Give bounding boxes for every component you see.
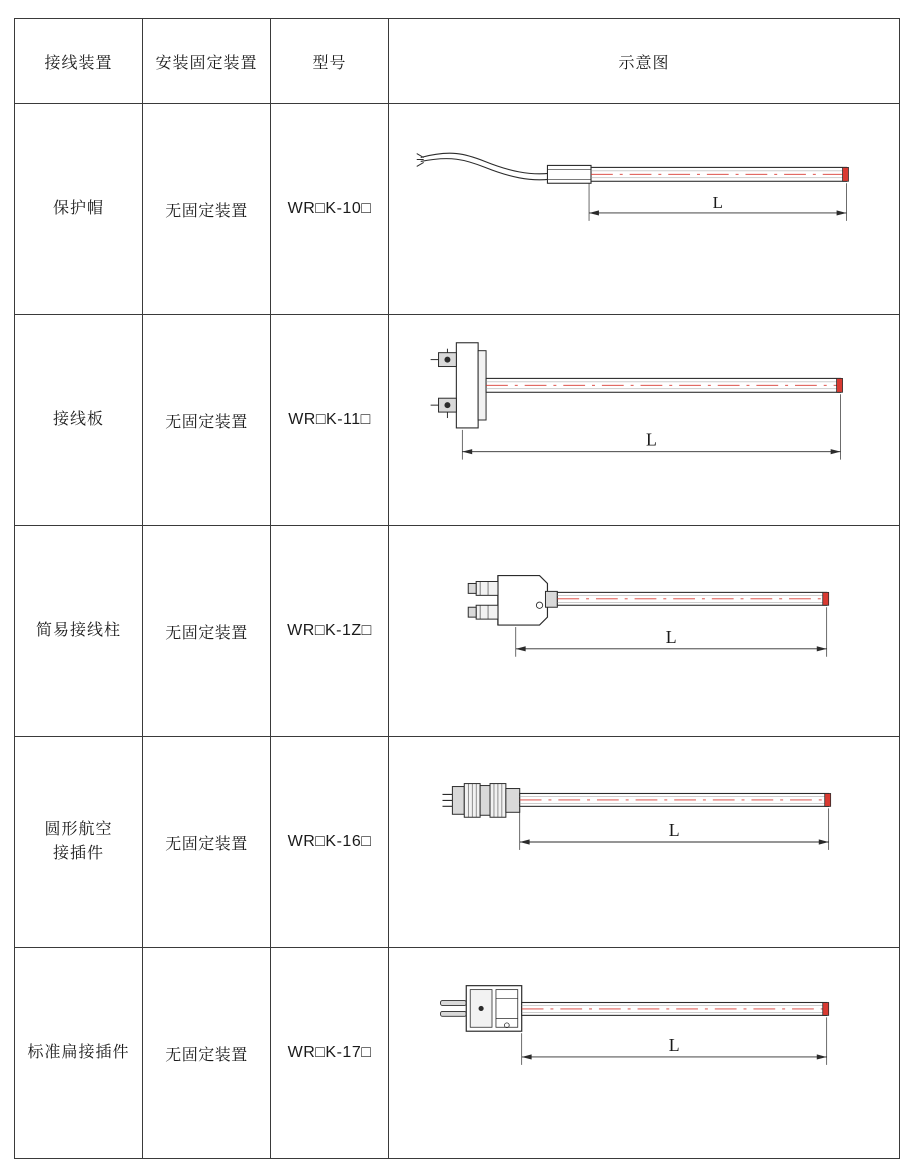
diagram-terminal-board (391, 320, 897, 520)
cell-model: WR□K-10□ (271, 104, 389, 315)
column-header-model: 型号 (271, 19, 389, 104)
cell-model: WR□K-1Z□ (271, 526, 389, 737)
cell-device: 简易接线柱 (15, 526, 143, 737)
cell-mounting: 无固定装置 (143, 315, 271, 526)
cell-device: 保护帽 (15, 104, 143, 315)
dimension-label-value (644, 1153, 645, 1154)
diagram-protective-cap (391, 109, 897, 309)
thermocouple-spec-table (14, 18, 900, 1159)
cell-device: 标准扁接插件 (15, 948, 143, 1159)
table-header-row (15, 19, 900, 104)
dimension-label-value (644, 520, 645, 521)
table-header (15, 19, 900, 104)
cell-device-line2: 接插件 (52, 845, 104, 862)
dimension-label-L: L (665, 626, 677, 647)
dimension-label-L: L (712, 193, 723, 213)
dimension-label-value (644, 731, 645, 732)
cell-diagram (389, 526, 900, 737)
cell-diagram (389, 948, 900, 1159)
column-header-device: 接线装置 (15, 19, 143, 104)
cell-diagram (389, 104, 900, 315)
table-row (15, 315, 900, 526)
cell-mounting: 无固定装置 (143, 737, 271, 948)
table-row (15, 948, 900, 1159)
diagram-standard-flat-connector (391, 953, 897, 1153)
table-row (15, 526, 900, 737)
cell-mounting: 无固定装置 (143, 526, 271, 737)
dimension-label-value (644, 942, 645, 943)
cell-mounting: 无固定装置 (143, 948, 271, 1159)
diagram-circular-aviation-connector (391, 742, 897, 942)
column-header-diagram: 示意图 (389, 19, 900, 104)
cell-model: WR□K-11□ (271, 315, 389, 526)
table-row (15, 104, 900, 315)
cell-device-line1: 圆形航空 (44, 821, 113, 838)
cell-diagram (389, 315, 900, 526)
dimension-label-L: L (645, 429, 657, 450)
cell-mounting: 无固定装置 (143, 104, 271, 315)
diagram-simple-terminal-post (391, 531, 897, 731)
dimension-label-value (644, 309, 645, 310)
dimension-label-L: L (668, 1035, 680, 1056)
cell-model: WR□K-16□ (271, 737, 389, 948)
cell-diagram (389, 737, 900, 948)
table-row (15, 737, 900, 948)
cell-device: 接线板 (15, 315, 143, 526)
column-header-mounting: 安装固定装置 (143, 19, 271, 104)
dimension-label-L: L (668, 820, 680, 841)
cell-device (15, 737, 143, 948)
table-body (15, 104, 900, 1159)
cell-model: WR□K-17□ (271, 948, 389, 1159)
